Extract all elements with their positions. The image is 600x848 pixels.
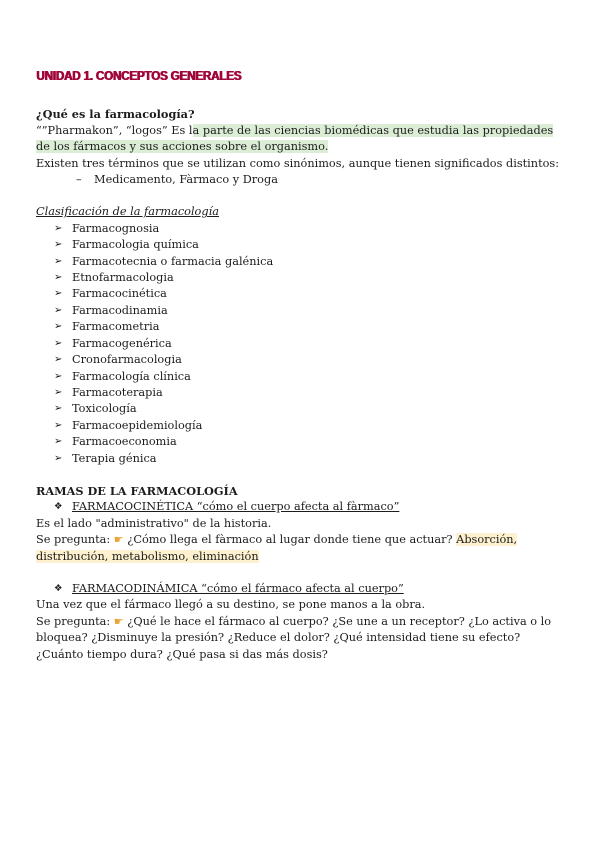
document-page [36, 68, 564, 663]
classification-item-label: Cronofarmacologia [72, 353, 182, 367]
classification-item-label: Farmacoeconomia [72, 435, 177, 449]
classification-item-label: Terapia génica [72, 451, 157, 465]
classification-title: Clasificación de la farmacología [36, 205, 219, 219]
branch-pharmacodynamics [36, 581, 564, 597]
arrow-bullet-icon: ➢ [54, 419, 63, 431]
classification-item [54, 385, 564, 401]
pk-ask-text: ¿Cómo llega el fàrmaco al lugar donde tiene que actuar? [123, 533, 457, 547]
branches-title: RAMAS DE LA FARMACOLOGÍA [36, 483, 238, 498]
arrow-bullet-icon: ➢ [54, 255, 63, 267]
arrow-bullet-icon: ➢ [54, 288, 63, 300]
classification-item [54, 434, 564, 450]
arrow-bullet-icon: ➢ [54, 436, 63, 448]
synonyms-list [36, 172, 564, 188]
arrow-bullet-icon: ➢ [54, 452, 63, 464]
arrow-bullet-icon: ➢ [54, 222, 63, 234]
arrow-bullet-icon: ➢ [54, 272, 63, 284]
classification-item-label: Farmacometria [72, 320, 160, 334]
classification-item-label: Farmacología clínica [72, 369, 191, 383]
classification-item [54, 369, 564, 385]
classification-item [54, 401, 564, 417]
classification-item-label: Farmacodinamia [72, 303, 168, 317]
definition-paragraph [36, 123, 564, 156]
classification-item [54, 352, 564, 368]
pharmacokinetics-heading: FARMACOCINÉTICA “cómo el cuerpo afecta al fàrmaco” [72, 500, 400, 514]
synonyms-item: – Medicamento, Fàrmaco y Droga [76, 172, 564, 188]
classification-item [54, 418, 564, 434]
classification-item [54, 286, 564, 302]
pharmacodynamics-question [36, 614, 564, 663]
question-heading: ¿Qué es la farmacología? [36, 107, 195, 122]
pk-ask-label: Se pregunta: [36, 533, 114, 547]
pointing-hand-icon: ☛ [113, 614, 124, 628]
classification-item [54, 336, 564, 352]
classification-item-label: Farmacognosia [72, 221, 160, 235]
classification-item-label: Farmacoterapia [72, 385, 163, 399]
classification-item-label: Farmacoepidemiología [72, 418, 203, 432]
classification-item [54, 254, 564, 270]
arrow-bullet-icon: ➢ [54, 337, 63, 349]
classification-item-label: Farmacologia química [72, 238, 199, 252]
pharmacokinetics-line: Es el lado "administrativo" de la historia. [36, 516, 272, 530]
classification-item [54, 303, 564, 319]
classification-item [54, 319, 564, 335]
unit-title: UNIDAD 1. CONCEPTOS GENERALES [36, 69, 241, 83]
classification-item-label: Farmacotecnia o farmacia galénica [72, 254, 274, 268]
arrow-bullet-icon: ➢ [54, 403, 63, 415]
arrow-bullet-icon: ➢ [54, 321, 63, 333]
synonyms-intro: Existen tres términos que se utilizan como sinónimos, aunque tienen significados distintos: [36, 156, 560, 170]
arrow-bullet-icon: ➢ [54, 386, 63, 398]
classification-list [36, 221, 564, 467]
pk-processes-highlight: Absorción, distribución, metabolismo, eliminación [36, 533, 518, 563]
classification-item-label: Farmacocinética [72, 287, 167, 301]
arrow-bullet-icon: ➢ [54, 370, 63, 382]
pointing-hand-icon: ☛ [113, 533, 124, 547]
classification-item [54, 221, 564, 237]
classification-item-label: Toxicología [72, 402, 137, 416]
pharmacodynamics-line: Una vez que el fármaco llegó a su destino, se pone manos a la obra. [36, 598, 426, 612]
classification-item-label: Farmacogenérica [72, 336, 172, 350]
pharmacodynamics-heading: FARMACODINÁMICA “cómo el fármaco afecta al cuerpo” [72, 581, 404, 595]
arrow-bullet-icon: ➢ [54, 304, 63, 316]
arrow-bullet-icon: ➢ [54, 354, 63, 366]
arrow-bullet-icon: ➢ [54, 239, 63, 251]
branch-pharmacokinetics [36, 499, 564, 515]
definition-prefix: “”Pharmakon”, “logos” Es l [36, 123, 193, 137]
definition-highlight: a parte de las ciencias biomédicas que estudia las propiedades de los fármacos y sus acciones sobre el organismo. [36, 123, 554, 154]
pd-ask-label: Se pregunta: [36, 614, 114, 628]
diamond-bullet-icon: ❖ [54, 582, 63, 594]
classification-item [54, 270, 564, 286]
diamond-bullet-icon: ❖ [54, 501, 63, 513]
pharmacokinetics-question [36, 532, 564, 565]
classification-item [54, 451, 564, 467]
classification-item-label: Etnofarmacologia [72, 271, 174, 285]
pd-ask-text: ¿Qué le hace el fármaco al cuerpo? ¿Se une a un receptor? ¿Lo activa o lo bloquea? ¿Disminuye la presión? ¿Reduce el dolor? ¿Qué intensidad tiene su efecto? ¿Cuánto tiempo dura? ¿Qué pasa si das más dosis? [36, 614, 552, 661]
classification-item [54, 237, 564, 253]
